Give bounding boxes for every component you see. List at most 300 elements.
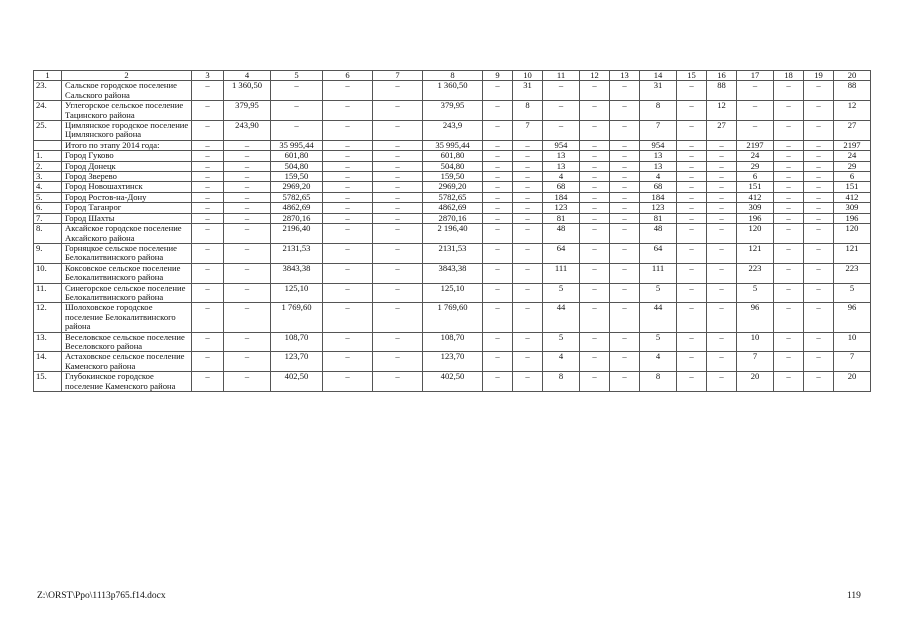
value-cell: 6 — [737, 172, 774, 182]
value-cell: – — [323, 172, 373, 182]
row-number-cell: 3. — [34, 172, 62, 182]
value-cell: 123 — [640, 203, 677, 213]
value-cell: 2870,16 — [271, 213, 323, 223]
value-cell: – — [323, 263, 373, 283]
value-cell: 6 — [834, 172, 871, 182]
header-cell: 6 — [323, 71, 373, 81]
value-cell: 5782,65 — [271, 192, 323, 202]
value-cell: – — [483, 81, 513, 101]
value-cell: – — [323, 332, 373, 352]
header-cell: 5 — [271, 71, 323, 81]
value-cell: – — [483, 372, 513, 392]
value-cell: 121 — [834, 243, 871, 263]
table-row — [34, 224, 871, 244]
value-cell: – — [373, 332, 423, 352]
table-row — [34, 101, 871, 121]
value-cell: 379,95 — [423, 101, 483, 121]
table-row — [34, 140, 871, 150]
value-cell: – — [580, 81, 610, 101]
value-cell: 108,70 — [271, 332, 323, 352]
name-cell: Итого по этапу 2014 года: — [62, 140, 192, 150]
value-cell: – — [580, 140, 610, 150]
value-cell: – — [707, 303, 737, 332]
footer-file-path: Z:\ORST\Ppo\1113p765.f14.docx — [37, 591, 166, 601]
value-cell: 31 — [513, 81, 543, 101]
value-cell: – — [580, 263, 610, 283]
row-number-cell: 10. — [34, 263, 62, 283]
value-cell: – — [707, 203, 737, 213]
value-cell: 243,90 — [224, 121, 271, 141]
value-cell: – — [737, 121, 774, 141]
value-cell: 111 — [640, 263, 677, 283]
value-cell: – — [774, 332, 804, 352]
value-cell: – — [373, 224, 423, 244]
value-cell: – — [323, 303, 373, 332]
value-cell: 31 — [640, 81, 677, 101]
value-cell: – — [323, 192, 373, 202]
value-cell: – — [610, 182, 640, 192]
value-cell: 48 — [543, 224, 580, 244]
value-cell: – — [513, 151, 543, 161]
value-cell: 2131,53 — [423, 243, 483, 263]
value-cell: 8 — [640, 372, 677, 392]
value-cell: – — [543, 81, 580, 101]
value-cell: 601,80 — [271, 151, 323, 161]
value-cell: 68 — [543, 182, 580, 192]
value-cell: – — [192, 224, 224, 244]
value-cell: 4862,69 — [423, 203, 483, 213]
value-cell: – — [224, 352, 271, 372]
value-cell: – — [610, 203, 640, 213]
value-cell: 309 — [737, 203, 774, 213]
row-number-cell: 2. — [34, 161, 62, 171]
value-cell: – — [323, 161, 373, 171]
row-number-cell — [34, 140, 62, 150]
value-cell: 20 — [737, 372, 774, 392]
value-cell: 13 — [543, 161, 580, 171]
value-cell: – — [192, 81, 224, 101]
value-cell: – — [677, 182, 707, 192]
value-cell: 4 — [543, 352, 580, 372]
value-cell: – — [483, 283, 513, 303]
value-cell: – — [483, 161, 513, 171]
value-cell: – — [323, 121, 373, 141]
value-cell: – — [677, 101, 707, 121]
value-cell: 81 — [640, 213, 677, 223]
value-cell: – — [610, 283, 640, 303]
value-cell: – — [483, 121, 513, 141]
value-cell: – — [483, 151, 513, 161]
value-cell: – — [513, 182, 543, 192]
table-row — [34, 203, 871, 213]
value-cell: – — [483, 352, 513, 372]
value-cell: – — [707, 140, 737, 150]
value-cell: – — [804, 224, 834, 244]
value-cell: – — [804, 101, 834, 121]
value-cell: 27 — [834, 121, 871, 141]
value-cell: – — [192, 203, 224, 213]
value-cell: – — [373, 151, 423, 161]
value-cell: – — [804, 332, 834, 352]
value-cell: 3843,38 — [271, 263, 323, 283]
value-cell: – — [774, 182, 804, 192]
value-cell: – — [774, 224, 804, 244]
value-cell: 8 — [543, 372, 580, 392]
value-cell: 48 — [640, 224, 677, 244]
value-cell: – — [373, 283, 423, 303]
value-cell: 159,50 — [271, 172, 323, 182]
row-number-cell: 4. — [34, 182, 62, 192]
value-cell: – — [707, 263, 737, 283]
header-cell: 20 — [834, 71, 871, 81]
value-cell: 2197 — [737, 140, 774, 150]
value-cell: – — [483, 243, 513, 263]
value-cell: – — [224, 151, 271, 161]
value-cell: – — [580, 192, 610, 202]
name-cell: Глубокинское городское поселение Каменского района — [62, 372, 192, 392]
value-cell: – — [513, 203, 543, 213]
value-cell: – — [610, 161, 640, 171]
value-cell: – — [483, 101, 513, 121]
value-cell: – — [677, 352, 707, 372]
value-cell: 223 — [737, 263, 774, 283]
value-cell: 5 — [640, 332, 677, 352]
value-cell: – — [774, 101, 804, 121]
header-cell: 11 — [543, 71, 580, 81]
value-cell: – — [707, 213, 737, 223]
value-cell: – — [707, 192, 737, 202]
value-cell: – — [323, 203, 373, 213]
table-row — [34, 213, 871, 223]
value-cell: – — [774, 283, 804, 303]
footer-page-number: 119 — [847, 591, 861, 601]
value-cell: – — [192, 151, 224, 161]
value-cell: – — [707, 161, 737, 171]
value-cell: – — [373, 352, 423, 372]
value-cell: – — [774, 140, 804, 150]
value-cell: – — [483, 303, 513, 332]
value-cell: 5 — [737, 283, 774, 303]
value-cell: – — [774, 372, 804, 392]
value-cell: 29 — [737, 161, 774, 171]
value-cell: – — [192, 172, 224, 182]
value-cell: – — [192, 192, 224, 202]
value-cell: – — [513, 372, 543, 392]
value-cell: – — [580, 303, 610, 332]
value-cell: – — [373, 372, 423, 392]
value-cell: – — [804, 151, 834, 161]
value-cell: 5 — [543, 332, 580, 352]
value-cell: – — [610, 172, 640, 182]
value-cell: – — [224, 372, 271, 392]
table-row — [34, 352, 871, 372]
value-cell: – — [580, 203, 610, 213]
value-cell: – — [483, 332, 513, 352]
value-cell: 5 — [834, 283, 871, 303]
value-cell: – — [707, 182, 737, 192]
value-cell: – — [224, 303, 271, 332]
value-cell: – — [271, 81, 323, 101]
name-cell: Коксовское сельское поселение Белокалитвинского района — [62, 263, 192, 283]
value-cell: 2969,20 — [271, 182, 323, 192]
value-cell: 35 995,44 — [271, 140, 323, 150]
value-cell: 243,9 — [423, 121, 483, 141]
name-cell: Город Донецк — [62, 161, 192, 171]
value-cell: – — [580, 172, 610, 182]
value-cell: – — [373, 81, 423, 101]
value-cell: – — [373, 303, 423, 332]
value-cell: – — [677, 224, 707, 244]
header-cell: 13 — [610, 71, 640, 81]
name-cell: Город Зверево — [62, 172, 192, 182]
table-body — [34, 71, 871, 392]
value-cell: 44 — [640, 303, 677, 332]
value-cell: 96 — [834, 303, 871, 332]
value-cell: 44 — [543, 303, 580, 332]
value-cell: – — [774, 203, 804, 213]
value-cell: – — [677, 121, 707, 141]
value-cell: 64 — [543, 243, 580, 263]
row-number-cell: 24. — [34, 101, 62, 121]
header-cell: 15 — [677, 71, 707, 81]
value-cell: – — [483, 203, 513, 213]
value-cell: – — [610, 101, 640, 121]
value-cell: – — [192, 283, 224, 303]
value-cell: – — [373, 140, 423, 150]
value-cell: – — [224, 140, 271, 150]
value-cell: – — [323, 182, 373, 192]
value-cell: 954 — [543, 140, 580, 150]
value-cell: – — [677, 283, 707, 303]
table-row — [34, 303, 871, 332]
value-cell: – — [224, 172, 271, 182]
value-cell: 7 — [640, 121, 677, 141]
value-cell: – — [804, 372, 834, 392]
value-cell: – — [610, 332, 640, 352]
value-cell: 24 — [834, 151, 871, 161]
value-cell: 27 — [707, 121, 737, 141]
value-cell: – — [513, 213, 543, 223]
value-cell: – — [373, 213, 423, 223]
value-cell: 504,80 — [423, 161, 483, 171]
value-cell: – — [677, 192, 707, 202]
value-cell: – — [580, 224, 610, 244]
value-cell: 412 — [834, 192, 871, 202]
value-cell: – — [774, 81, 804, 101]
value-cell: 123 — [543, 203, 580, 213]
value-cell: 1 769,60 — [423, 303, 483, 332]
value-cell: 184 — [543, 192, 580, 202]
value-cell: 4862,69 — [271, 203, 323, 213]
header-cell: 17 — [737, 71, 774, 81]
value-cell: – — [323, 283, 373, 303]
value-cell: – — [323, 372, 373, 392]
value-cell: – — [610, 243, 640, 263]
value-cell: – — [192, 213, 224, 223]
value-cell: – — [804, 81, 834, 101]
value-cell: 7 — [737, 352, 774, 372]
value-cell: – — [373, 161, 423, 171]
value-cell: 196 — [737, 213, 774, 223]
value-cell: – — [580, 243, 610, 263]
value-cell: – — [677, 203, 707, 213]
value-cell: 123,70 — [271, 352, 323, 372]
table-row — [34, 372, 871, 392]
value-cell: 5 — [640, 283, 677, 303]
header-row — [34, 71, 871, 81]
header-cell: 8 — [423, 71, 483, 81]
value-cell: – — [483, 140, 513, 150]
value-cell: 121 — [737, 243, 774, 263]
value-cell: – — [323, 151, 373, 161]
header-cell: 16 — [707, 71, 737, 81]
name-cell: Сальское городское поселение Сальского района — [62, 81, 192, 101]
value-cell: – — [224, 283, 271, 303]
row-number-cell: 13. — [34, 332, 62, 352]
value-cell: – — [192, 121, 224, 141]
table-row — [34, 172, 871, 182]
value-cell: 1 360,50 — [224, 81, 271, 101]
name-cell: Город Ростов-на-Дону — [62, 192, 192, 202]
table-row — [34, 243, 871, 263]
value-cell: – — [774, 121, 804, 141]
row-number-cell: 14. — [34, 352, 62, 372]
header-cell: 3 — [192, 71, 224, 81]
value-cell: – — [677, 243, 707, 263]
value-cell: 402,50 — [271, 372, 323, 392]
value-cell: – — [580, 101, 610, 121]
row-number-cell: 5. — [34, 192, 62, 202]
value-cell: 2870,16 — [423, 213, 483, 223]
value-cell: – — [737, 101, 774, 121]
value-cell: – — [804, 352, 834, 372]
value-cell: 108,70 — [423, 332, 483, 352]
value-cell: 10 — [737, 332, 774, 352]
value-cell: 12 — [834, 101, 871, 121]
value-cell: 111 — [543, 263, 580, 283]
value-cell: – — [610, 151, 640, 161]
value-cell: – — [677, 372, 707, 392]
header-cell: 12 — [580, 71, 610, 81]
value-cell: – — [483, 224, 513, 244]
value-cell: – — [677, 140, 707, 150]
value-cell: – — [677, 303, 707, 332]
value-cell: – — [804, 303, 834, 332]
value-cell: – — [804, 161, 834, 171]
value-cell: – — [707, 172, 737, 182]
value-cell: 13 — [543, 151, 580, 161]
value-cell: – — [677, 81, 707, 101]
value-cell: – — [610, 213, 640, 223]
value-cell: – — [580, 182, 610, 192]
row-number-cell: 15. — [34, 372, 62, 392]
value-cell: – — [224, 203, 271, 213]
value-cell: 954 — [640, 140, 677, 150]
value-cell: – — [774, 151, 804, 161]
value-cell: – — [774, 161, 804, 171]
value-cell: – — [580, 151, 610, 161]
value-cell: – — [513, 172, 543, 182]
value-cell: – — [774, 243, 804, 263]
value-cell: – — [483, 182, 513, 192]
header-cell: 4 — [224, 71, 271, 81]
value-cell: 379,95 — [224, 101, 271, 121]
value-cell: – — [543, 121, 580, 141]
value-cell: 29 — [834, 161, 871, 171]
value-cell: – — [192, 161, 224, 171]
header-cell: 2 — [62, 71, 192, 81]
value-cell: 196 — [834, 213, 871, 223]
name-cell: Город Гуково — [62, 151, 192, 161]
value-cell: 184 — [640, 192, 677, 202]
value-cell: – — [513, 283, 543, 303]
value-cell: – — [707, 372, 737, 392]
value-cell: – — [774, 263, 804, 283]
value-cell: – — [513, 161, 543, 171]
value-cell: 81 — [543, 213, 580, 223]
value-cell: 120 — [737, 224, 774, 244]
value-cell: 24 — [737, 151, 774, 161]
value-cell: 412 — [737, 192, 774, 202]
value-cell: – — [271, 121, 323, 141]
value-cell: – — [192, 101, 224, 121]
value-cell: – — [373, 243, 423, 263]
value-cell: – — [323, 101, 373, 121]
value-cell: – — [513, 140, 543, 150]
value-cell: – — [323, 224, 373, 244]
value-cell: – — [804, 121, 834, 141]
value-cell: – — [323, 243, 373, 263]
value-cell: – — [804, 182, 834, 192]
value-cell: 1 360,50 — [423, 81, 483, 101]
name-cell: Шолоховское городское поселение Белокалитвинского района — [62, 303, 192, 332]
header-cell: 10 — [513, 71, 543, 81]
value-cell: – — [224, 192, 271, 202]
value-cell: – — [373, 263, 423, 283]
value-cell: – — [483, 172, 513, 182]
value-cell: – — [774, 303, 804, 332]
value-cell: 68 — [640, 182, 677, 192]
value-cell: 223 — [834, 263, 871, 283]
value-cell: 4 — [640, 352, 677, 372]
name-cell: Аксайское городское поселение Аксайского района — [62, 224, 192, 244]
value-cell: – — [707, 243, 737, 263]
value-cell: – — [774, 192, 804, 202]
value-cell: – — [543, 101, 580, 121]
value-cell: – — [224, 224, 271, 244]
value-cell: – — [580, 372, 610, 392]
value-cell: 402,50 — [423, 372, 483, 392]
value-cell: 601,80 — [423, 151, 483, 161]
value-cell: – — [513, 224, 543, 244]
value-cell: 4 — [543, 172, 580, 182]
value-cell: – — [677, 161, 707, 171]
value-cell: – — [804, 140, 834, 150]
value-cell: – — [610, 352, 640, 372]
value-cell: 309 — [834, 203, 871, 213]
value-cell: – — [610, 140, 640, 150]
value-cell: – — [224, 263, 271, 283]
value-cell: – — [804, 172, 834, 182]
value-cell: – — [323, 213, 373, 223]
value-cell: – — [804, 283, 834, 303]
value-cell: – — [323, 140, 373, 150]
row-number-cell: 1. — [34, 151, 62, 161]
value-cell: – — [610, 81, 640, 101]
value-cell: – — [737, 81, 774, 101]
value-cell: 35 995,44 — [423, 140, 483, 150]
table-row — [34, 161, 871, 171]
